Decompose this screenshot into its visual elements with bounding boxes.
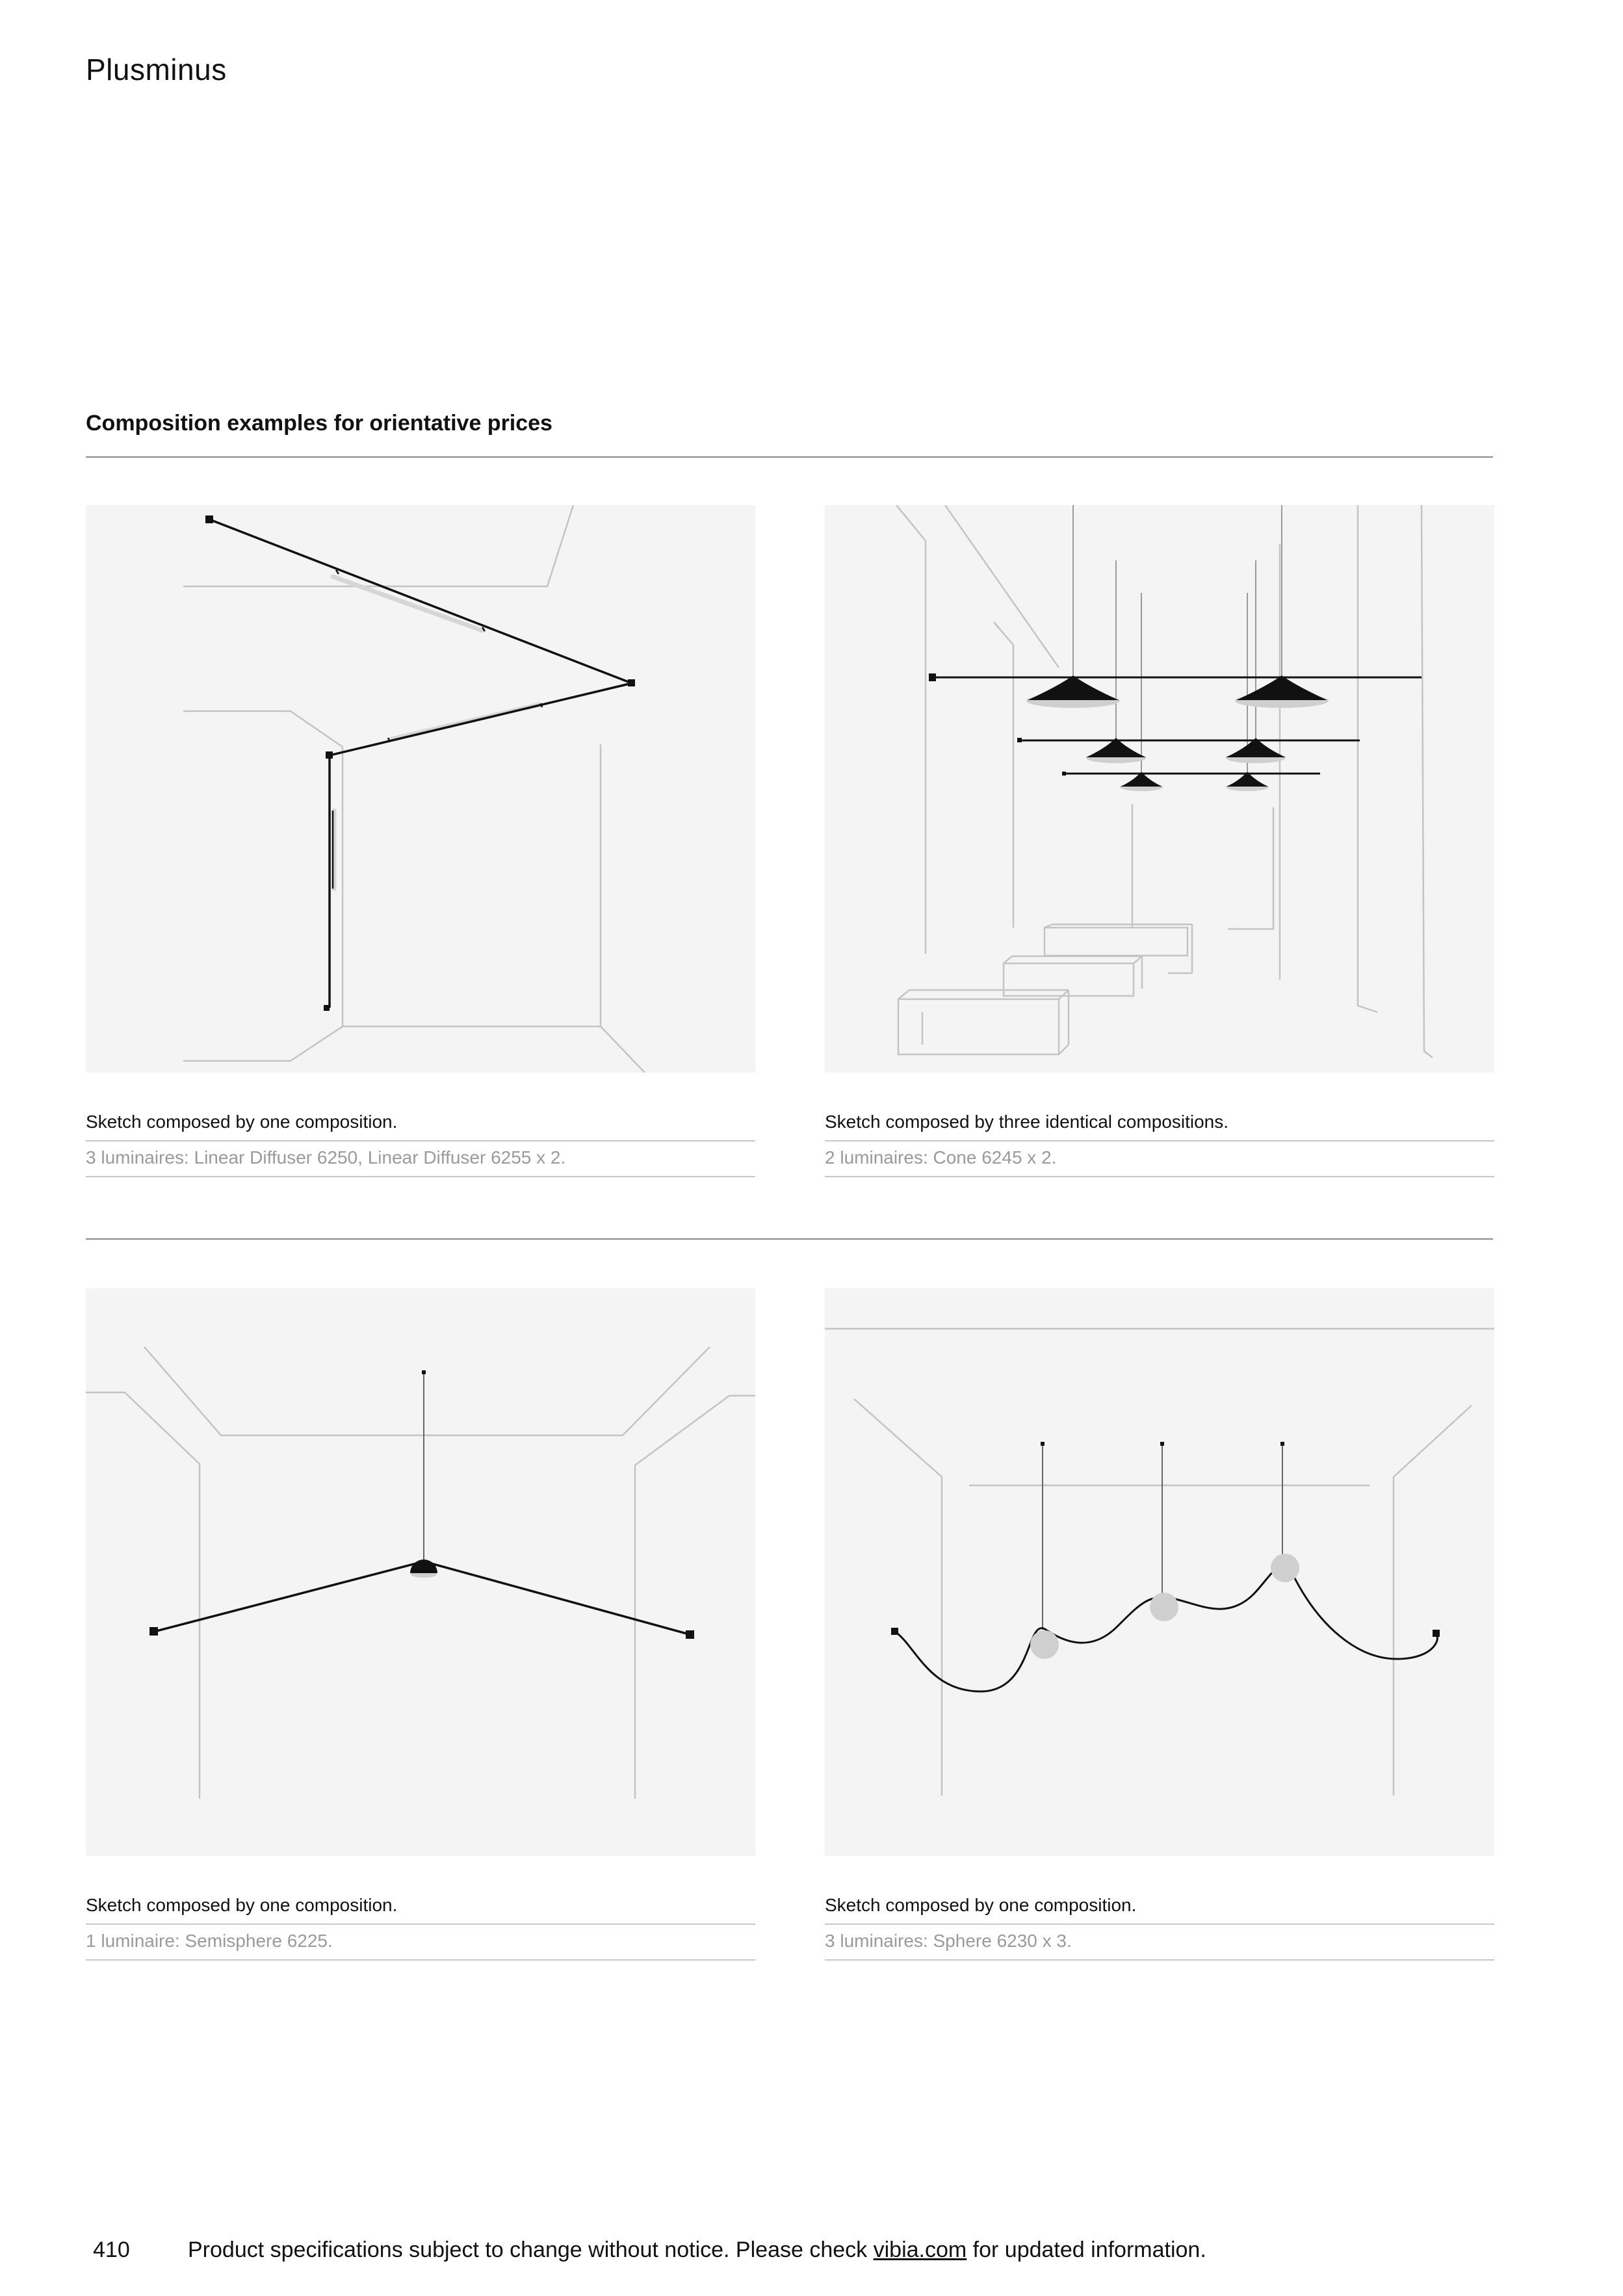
composition-detail: 2 luminaires: Cone 6245 x 2. [825, 1147, 1057, 1168]
cone-sketch [825, 505, 1494, 1073]
footer-note-text-end: for updated information. [967, 2237, 1206, 2262]
caption-divider [825, 1959, 1494, 1961]
section-divider-middle [86, 1238, 1493, 1240]
caption-divider [825, 1140, 1494, 1141]
page-number: 410 [93, 2237, 130, 2262]
caption-divider [825, 1924, 1494, 1925]
composition-caption: Sketch composed by one composition. [86, 1895, 398, 1915]
section-title: Composition examples for orientative prices [86, 411, 552, 436]
composition-sketch-2 [825, 505, 1494, 1073]
footer-note [188, 2237, 1206, 2263]
composition-detail: 1 luminaire: Semisphere 6225. [86, 1931, 333, 1951]
composition-sketch-4 [825, 1288, 1494, 1856]
composition-detail: 3 luminaires: Linear Diffuser 6250, Linear Diffuser 6255 x 2. [86, 1147, 566, 1168]
vibia-link[interactable]: vibia.com [873, 2237, 967, 2262]
section-divider-top [86, 456, 1493, 458]
composition-sketch-3 [86, 1288, 755, 1856]
brand-title: Plusminus [86, 53, 227, 86]
footer-note-text: Product specifications subject to change without notice. Please check [188, 2237, 874, 2262]
composition-sketch-1 [86, 505, 755, 1073]
caption-divider [86, 1959, 755, 1961]
caption-divider [86, 1176, 755, 1177]
composition-caption: Sketch composed by one composition. [825, 1895, 1137, 1915]
semisphere-sketch [86, 1288, 755, 1856]
composition-caption: Sketch composed by three identical compositions. [825, 1112, 1228, 1132]
linear-diffuser-sketch [86, 505, 755, 1073]
composition-caption: Sketch composed by one composition. [86, 1112, 398, 1132]
caption-divider [825, 1176, 1494, 1177]
sphere-sketch [825, 1288, 1494, 1856]
caption-divider [86, 1140, 755, 1141]
composition-detail: 3 luminaires: Sphere 6230 x 3. [825, 1931, 1072, 1951]
caption-divider [86, 1924, 755, 1925]
